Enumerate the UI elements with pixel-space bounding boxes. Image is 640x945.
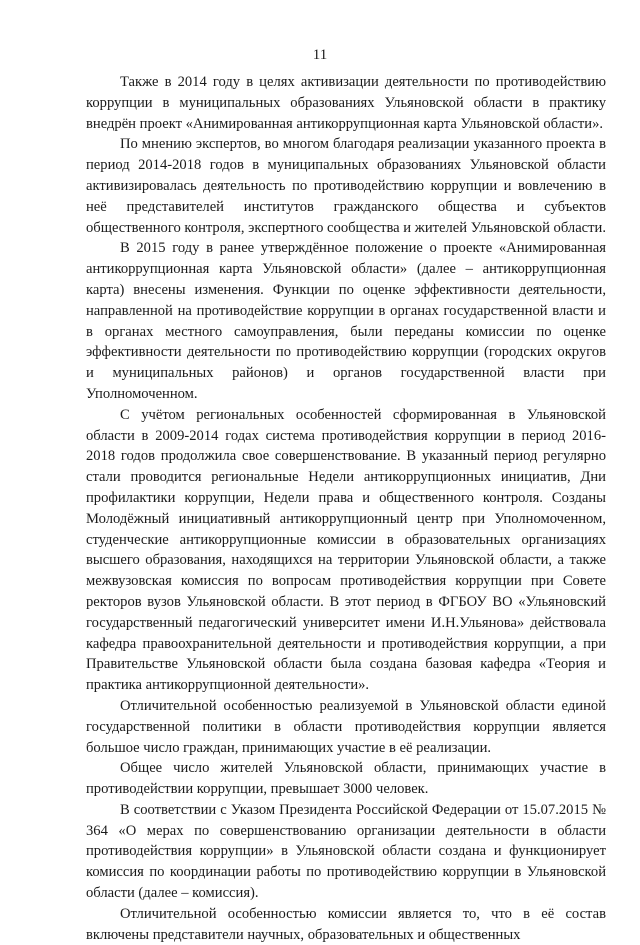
paragraph-animated-map-intro: Также в 2014 году в целях активизации деятельности по противодействию коррупции в муниципальных образованиях Ульяновской области в практику внедрён проект «Анимированная антикоррупционная карта Ульяновской области». xyxy=(86,74,606,132)
page-number: 11 xyxy=(312,47,328,63)
paragraph-commission-composition: Отличительной особенностью комиссии является то, что в её состав включены представители научных, образовательных и общественных xyxy=(86,905,606,943)
paragraph-regional-system: С учётом региональных особенностей сформированная в Ульяновской области в 2009-2014 годах система противодействия коррупции в период 2016-2018 годов продолжила свое совершенствование. В указанный период регулярно стали проводится региональные Недели антикоррупционных инициатив, Дни профилактики коррупции, Недели права и общественного контроля. Созданы Молодёжный инициативный антикоррупционный центр при Уполномоченном, студенческие антикоррупционные комиссии в образовательных организациях высшего образования, находящихся на территории Ульяновской области, а также межвузовская комиссия по вопросам противодействия коррупции при Совете ректоров вузов Ульяновской области. В этот период в ФГБОУ ВО «Ульяновский государственный педагогический университет имени И.Н.Ульянова» действовала кафедра правоохранительной деятельности и противодействия коррупции, а при Правительстве Ульяновской области была создана базовая кафедра «Теория и практика антикоррупционной деятельности». xyxy=(86,406,606,694)
paragraph-participants-count: Общее число жителей Ульяновской области, принимающих участие в противодействии коррупции, превышает 3000 человек. xyxy=(86,760,606,798)
paragraph-experts-opinion: По мнению экспертов, во многом благодаря реализации указанного проекта в период 2014-2018 годов в муниципальных образованиях Ульяновской области активизировалась деятельность по противодействию коррупции и вовлечению в неё представителей институтов гражданского общества и субъектов общественного контроля, экспертного сообщества и жителей Ульяновской области. xyxy=(86,136,606,236)
paragraph-2015-changes: В 2015 году в ранее утверждённое положение о проекте «Анимированная антикоррупционная карта Ульяновской области» (далее – антикоррупционная карта) внесены изменения. Функции по оценке эффективности деятельности, направленной на противодействие коррупции в органах государственной власти и в органах местного самоуправления, были переданы комиссии по оценке эффективности деятельности по противодействию коррупции (городских округов и муниципальных районов) и органов государственной власти при Уполномоченном. xyxy=(86,240,606,402)
document-body xyxy=(86,72,606,945)
paragraph-distinctive-feature: Отличительной особенностью реализуемой в Ульяновской области единой государственной политики в области противодействия коррупции является большое число граждан, принимающих участие в её реализации. xyxy=(86,697,606,756)
paragraph-presidential-decree: В соответствии с Указом Президента Российской Федерации от 15.07.2015 № 364 «О мерах по совершенствованию организации деятельности в области противодействия коррупции» в Ульяновской области создана и функционирует комиссия по координации работы по противодействию коррупции в Ульяновской области (далее – комиссия). xyxy=(86,801,606,902)
